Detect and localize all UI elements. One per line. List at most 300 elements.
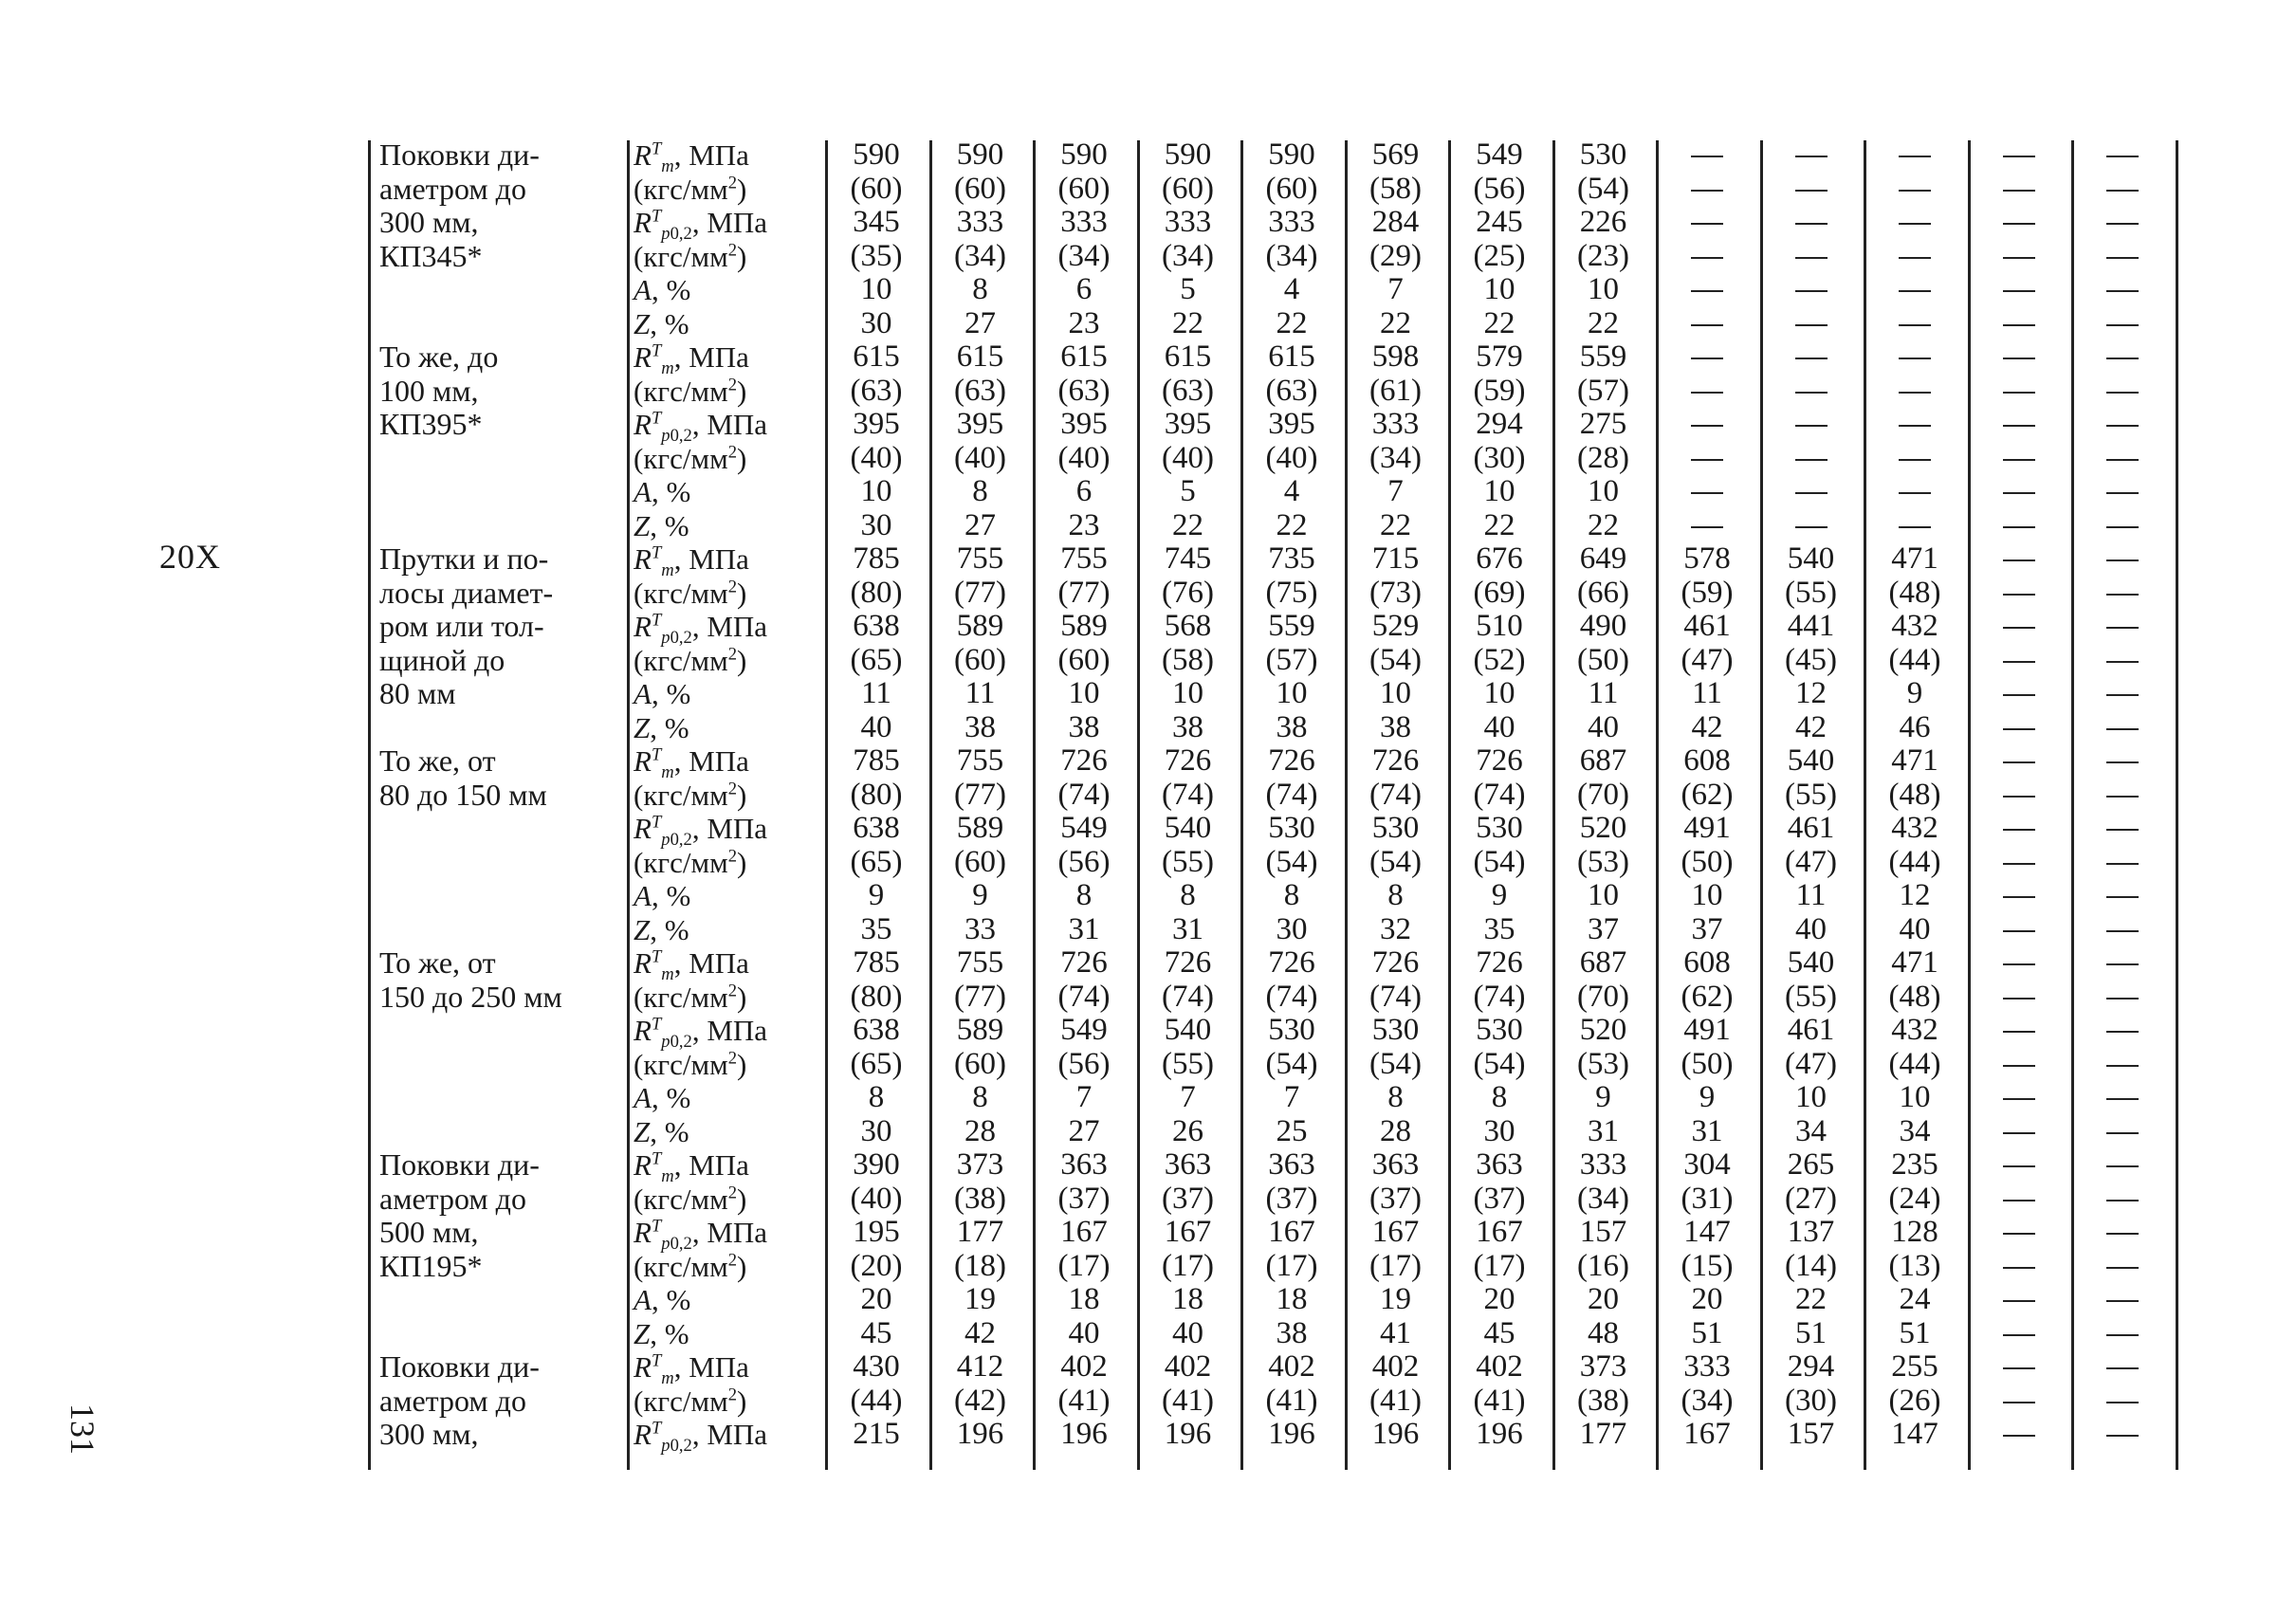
table-row xyxy=(368,307,2132,341)
table-cell: 569 xyxy=(1371,138,1420,172)
table-cell: (77) xyxy=(954,575,1006,610)
table-cell xyxy=(1660,340,1754,375)
product-description: 300 мм, xyxy=(379,205,479,239)
dash-mark xyxy=(2106,425,2139,427)
property-label: $(кгс/мм^2)$ xyxy=(634,172,747,206)
table-cell: 395 xyxy=(853,407,900,441)
dash-mark xyxy=(2003,392,2035,394)
property-label: $(кгс/мм^2)$ xyxy=(634,643,747,677)
table-cell: 38 xyxy=(1380,709,1411,744)
table-cell: 167 xyxy=(1683,1417,1731,1451)
table-cell: (70) xyxy=(1577,777,1629,812)
table-cell: 10 xyxy=(1483,272,1515,306)
table-cell xyxy=(2075,206,2170,240)
table-cell: (53) xyxy=(1577,1046,1629,1081)
table-cell: 726 xyxy=(1371,743,1420,778)
table-cell: 471 xyxy=(1891,743,1938,778)
table-cell xyxy=(1867,273,1962,307)
table-cell: (63) xyxy=(1265,373,1318,408)
property-label: $(кгс/мм^2)$ xyxy=(634,441,747,475)
dash-mark xyxy=(2003,492,2035,494)
table-cell: 9 xyxy=(1595,1080,1611,1114)
table-cell: 471 xyxy=(1891,541,1938,576)
dash-mark xyxy=(2003,998,2035,1000)
table-cell: 10 xyxy=(1795,1080,1827,1114)
table-cell: 40 xyxy=(1483,709,1515,744)
dash-mark xyxy=(1899,358,1931,359)
dash-mark xyxy=(2003,1233,2035,1235)
table-cell: 10 xyxy=(1588,878,1619,912)
table-cell xyxy=(1972,812,2066,846)
dash-mark xyxy=(1691,526,1723,528)
table-cell: 34 xyxy=(1795,1113,1827,1148)
table-cell: (35) xyxy=(850,238,903,273)
table-cell xyxy=(2075,340,2170,375)
table-cell xyxy=(1764,240,1859,274)
table-row xyxy=(368,1283,2132,1317)
table-cell: 363 xyxy=(1476,1147,1523,1182)
table-row xyxy=(368,811,2132,851)
table-cell: (34) xyxy=(1681,1383,1734,1418)
product-description: КП395* xyxy=(379,407,483,441)
table-cell: 177 xyxy=(1579,1417,1627,1451)
table-cell xyxy=(2075,375,2170,409)
table-cell xyxy=(1972,744,2066,779)
table-cell: 11 xyxy=(964,676,996,710)
table-cell: (15) xyxy=(1681,1248,1734,1283)
table-cell: 676 xyxy=(1476,541,1523,576)
product-description: 150 до 250 мм xyxy=(379,979,562,1014)
table-cell xyxy=(2075,913,2170,947)
table-cell: 8 xyxy=(972,474,988,508)
dash-mark xyxy=(2106,829,2139,831)
table-row xyxy=(368,743,2132,783)
property-label: $(кгс/мм^2)$ xyxy=(634,778,747,812)
dash-mark xyxy=(2106,1200,2139,1201)
table-cell: 530 xyxy=(1268,1013,1315,1047)
table-row xyxy=(368,1048,2132,1082)
dash-mark xyxy=(2106,1031,2139,1033)
property-label: $R^T_{p0,2}$, МПа xyxy=(634,812,768,851)
table-cell xyxy=(2075,408,2170,442)
table-cell: 20 xyxy=(1588,1282,1619,1316)
table-cell: 18 xyxy=(1172,1282,1203,1316)
property-label: Z, % xyxy=(634,1316,689,1350)
product-description: 80 мм xyxy=(379,676,456,710)
table-row xyxy=(368,1215,2132,1255)
table-cell: (37) xyxy=(1162,1181,1214,1216)
product-description: То же, до xyxy=(379,339,499,374)
table-cell: (34) xyxy=(1057,238,1111,273)
table-cell xyxy=(1972,1350,2066,1385)
property-label: A, % xyxy=(634,1081,691,1114)
table-cell xyxy=(1972,1385,2066,1419)
table-cell: 284 xyxy=(1371,205,1420,239)
table-cell: (17) xyxy=(1265,1248,1318,1283)
table-row xyxy=(368,339,2132,379)
table-cell: 615 xyxy=(1164,339,1212,374)
table-cell xyxy=(1764,307,1859,341)
dash-mark xyxy=(2106,324,2139,326)
table-cell: (58) xyxy=(1162,642,1214,677)
table-cell: 649 xyxy=(1579,541,1627,576)
property-label: $(кгс/мм^2)$ xyxy=(634,1249,747,1283)
table-cell: 333 xyxy=(1060,205,1108,239)
dash-mark xyxy=(1899,425,1931,427)
table-cell: 430 xyxy=(853,1349,900,1384)
table-cell: (34) xyxy=(1162,238,1214,273)
table-cell xyxy=(1972,1081,2066,1115)
dash-mark xyxy=(2106,1334,2139,1336)
table-cell: 461 xyxy=(1787,1013,1835,1047)
table-row xyxy=(368,442,2132,476)
table-cell: 28 xyxy=(1380,1113,1411,1148)
table-cell: (40) xyxy=(1057,440,1111,475)
table-cell: 726 xyxy=(1060,945,1108,980)
table-cell: (63) xyxy=(1057,373,1111,408)
table-cell: 22 xyxy=(1380,305,1411,340)
table-cell: 147 xyxy=(1891,1417,1938,1451)
table-cell: 40 xyxy=(1795,911,1827,946)
table-cell: (60) xyxy=(954,171,1006,206)
table-cell: 363 xyxy=(1371,1147,1420,1182)
table-cell: 10 xyxy=(860,474,892,508)
dash-mark xyxy=(1691,324,1723,326)
table-cell xyxy=(1972,981,2066,1015)
table-cell: (74) xyxy=(1057,979,1111,1014)
table-cell: 726 xyxy=(1476,743,1523,778)
table-cell: 590 xyxy=(1060,138,1108,172)
table-row xyxy=(368,981,2132,1015)
page-number: 131 xyxy=(64,1403,101,1455)
table-cell: (14) xyxy=(1785,1248,1837,1283)
table-cell: 9 xyxy=(972,878,988,912)
table-cell xyxy=(1972,1216,2066,1250)
table-cell xyxy=(1764,206,1859,240)
table-cell: (60) xyxy=(1162,171,1214,206)
table-cell: 8 xyxy=(972,272,988,306)
properties-table xyxy=(368,140,2132,1470)
table-cell: (60) xyxy=(954,642,1006,677)
table-cell: 196 xyxy=(1371,1417,1420,1451)
table-cell: 402 xyxy=(1476,1349,1523,1384)
table-cell: (77) xyxy=(954,777,1006,812)
table-row xyxy=(368,541,2132,581)
table-cell: (54) xyxy=(1473,1046,1526,1081)
table-cell: 22 xyxy=(1588,507,1619,542)
dash-mark xyxy=(2003,1200,2035,1201)
table-cell: 726 xyxy=(1371,945,1420,980)
table-cell: 18 xyxy=(1068,1282,1100,1316)
table-cell: 590 xyxy=(1164,138,1212,172)
dash-mark xyxy=(2106,998,2139,1000)
table-cell: 38 xyxy=(1172,709,1203,744)
table-cell: (59) xyxy=(1473,373,1526,408)
table-cell xyxy=(1972,1148,2066,1183)
table-cell: 11 xyxy=(1588,676,1619,710)
table-row xyxy=(368,609,2132,649)
property-label: Z, % xyxy=(634,912,689,946)
dash-mark xyxy=(2003,358,2035,359)
table-cell: 10 xyxy=(1483,474,1515,508)
table-cell xyxy=(1867,138,1962,173)
table-cell xyxy=(1660,408,1754,442)
property-label: $R^T_{p0,2}$, МПа xyxy=(634,1014,768,1053)
table-cell: 608 xyxy=(1683,743,1731,778)
table-cell: (55) xyxy=(1785,575,1837,610)
product-description: 80 до 150 мм xyxy=(379,777,547,812)
table-cell: 412 xyxy=(956,1349,1004,1384)
table-cell xyxy=(1660,206,1754,240)
table-cell xyxy=(1867,442,1962,476)
table-cell: (41) xyxy=(1473,1383,1526,1418)
property-label: A, % xyxy=(634,677,691,710)
table-cell: 31 xyxy=(1588,1113,1619,1148)
table-cell xyxy=(1764,340,1859,375)
table-cell: 215 xyxy=(853,1417,900,1451)
table-cell: 23 xyxy=(1068,507,1100,542)
table-cell: 726 xyxy=(1476,945,1523,980)
dash-mark xyxy=(2003,728,2035,730)
dash-mark xyxy=(2003,1098,2035,1100)
table-cell: 255 xyxy=(1891,1349,1938,1384)
table-cell xyxy=(2075,644,2170,678)
dash-mark xyxy=(2106,761,2139,763)
table-cell: 35 xyxy=(1483,911,1515,946)
dash-mark xyxy=(2106,1267,2139,1269)
table-cell: (31) xyxy=(1681,1181,1734,1216)
table-cell: 26 xyxy=(1172,1113,1203,1148)
table-cell xyxy=(1972,644,2066,678)
table-cell xyxy=(2075,173,2170,207)
table-cell: 22 xyxy=(1483,305,1515,340)
table-cell: (23) xyxy=(1577,238,1629,273)
table-cell: 10 xyxy=(1691,878,1723,912)
dash-mark xyxy=(1899,526,1931,528)
table-cell xyxy=(2075,1216,2170,1250)
table-cell: 128 xyxy=(1891,1215,1938,1249)
table-cell: (55) xyxy=(1785,777,1837,812)
table-cell: 40 xyxy=(860,709,892,744)
dash-mark xyxy=(2106,257,2139,259)
table-cell: (63) xyxy=(850,373,903,408)
table-cell: 20 xyxy=(1483,1282,1515,1316)
dash-mark xyxy=(2106,930,2139,932)
table-cell: 530 xyxy=(1371,1013,1420,1047)
table-cell: 51 xyxy=(1899,1315,1931,1350)
table-cell: 8 xyxy=(1387,878,1404,912)
table-cell: 196 xyxy=(1060,1417,1108,1451)
table-cell: (17) xyxy=(1369,1248,1422,1283)
dash-mark xyxy=(1899,459,1931,461)
table-cell: 755 xyxy=(956,945,1004,980)
table-cell: (74) xyxy=(1473,979,1526,1014)
table-cell: 590 xyxy=(853,138,900,172)
table-cell: (55) xyxy=(1162,844,1214,879)
table-cell: (38) xyxy=(954,1181,1006,1216)
table-cell: 265 xyxy=(1787,1147,1835,1182)
table-cell xyxy=(2075,1418,2170,1452)
table-cell: 30 xyxy=(1276,911,1308,946)
table-cell: 10 xyxy=(1068,676,1100,710)
table-cell: 8 xyxy=(1283,878,1300,912)
table-cell: 196 xyxy=(1164,1417,1212,1451)
dash-mark xyxy=(1899,290,1931,292)
table-cell xyxy=(2075,1048,2170,1082)
dash-mark xyxy=(1899,324,1931,326)
table-row xyxy=(368,1081,2132,1115)
dash-mark xyxy=(2106,1367,2139,1369)
table-cell: (40) xyxy=(850,440,903,475)
table-cell: 11 xyxy=(861,676,891,710)
table-cell xyxy=(1660,509,1754,543)
dash-mark xyxy=(1691,459,1723,461)
table-cell: (75) xyxy=(1265,575,1318,610)
table-cell: 22 xyxy=(1795,1282,1827,1316)
product-description: КП345* xyxy=(379,238,483,273)
table-cell: 42 xyxy=(1691,709,1723,744)
table-cell: 520 xyxy=(1579,811,1627,845)
table-cell: 167 xyxy=(1476,1215,1523,1249)
table-cell: (34) xyxy=(1369,440,1422,475)
dash-mark xyxy=(2003,761,2035,763)
dash-mark xyxy=(1691,223,1723,225)
table-row xyxy=(368,846,2132,880)
table-cell: (41) xyxy=(1057,1383,1111,1418)
table-cell: (80) xyxy=(850,575,903,610)
table-cell: 333 xyxy=(1371,407,1420,441)
dash-mark xyxy=(2106,492,2139,494)
table-cell: 42 xyxy=(964,1315,996,1350)
table-cell xyxy=(1972,677,2066,711)
dash-mark xyxy=(1691,156,1723,157)
table-cell: 19 xyxy=(964,1282,996,1316)
table-cell: 363 xyxy=(1060,1147,1108,1182)
table-cell: 22 xyxy=(1380,507,1411,542)
dash-mark xyxy=(2003,1132,2035,1134)
table-row xyxy=(368,375,2132,409)
table-cell: 568 xyxy=(1164,609,1212,643)
table-cell: 530 xyxy=(1371,811,1420,845)
dash-mark xyxy=(2003,694,2035,696)
table-cell: 167 xyxy=(1268,1215,1315,1249)
table-cell: (54) xyxy=(1265,1046,1318,1081)
table-cell xyxy=(1972,1418,2066,1452)
property-label: $R^T_m$, МПа xyxy=(634,542,749,581)
table-cell xyxy=(2075,744,2170,779)
table-cell: 10 xyxy=(1172,676,1203,710)
dash-mark xyxy=(1795,190,1828,192)
table-cell: (13) xyxy=(1888,1248,1941,1283)
table-cell: 40 xyxy=(1068,1315,1100,1350)
table-cell xyxy=(1972,475,2066,509)
table-cell: 615 xyxy=(1268,339,1315,374)
table-cell: 35 xyxy=(860,911,892,946)
dash-mark xyxy=(2003,1300,2035,1302)
table-cell: 9 xyxy=(1699,1080,1716,1114)
table-cell: (80) xyxy=(850,979,903,1014)
table-cell xyxy=(1972,846,2066,880)
table-cell: (38) xyxy=(1577,1383,1629,1418)
property-label: $R^T_{p0,2}$, МПа xyxy=(634,206,768,245)
property-label: $(кгс/мм^2)$ xyxy=(634,374,747,408)
table-cell: (74) xyxy=(1369,777,1422,812)
table-row xyxy=(368,1013,2132,1053)
dash-mark xyxy=(2106,694,2139,696)
table-cell xyxy=(2075,1350,2170,1385)
table-cell: 590 xyxy=(1268,138,1315,172)
table-cell xyxy=(1764,475,1859,509)
table-cell: 38 xyxy=(964,709,996,744)
dash-mark xyxy=(2106,358,2139,359)
table-cell: 30 xyxy=(860,507,892,542)
table-cell xyxy=(1972,879,2066,913)
property-label: $R^T_m$, МПа xyxy=(634,744,749,783)
table-cell: 4 xyxy=(1283,474,1300,508)
table-cell: (57) xyxy=(1265,642,1318,677)
table-cell: 10 xyxy=(1899,1080,1931,1114)
table-cell: 529 xyxy=(1371,609,1420,643)
table-cell: 10 xyxy=(1588,474,1619,508)
table-row xyxy=(368,240,2132,274)
table-cell xyxy=(1972,340,2066,375)
dash-mark xyxy=(1899,257,1931,259)
table-cell: (34) xyxy=(1265,238,1318,273)
table-cell: 333 xyxy=(1683,1349,1731,1384)
table-cell: (53) xyxy=(1577,844,1629,879)
table-cell: 589 xyxy=(956,609,1004,643)
property-label: $R^T_m$, МПа xyxy=(634,138,749,177)
table-cell: 23 xyxy=(1068,305,1100,340)
table-cell: 48 xyxy=(1588,1315,1619,1350)
table-cell: 549 xyxy=(1060,811,1108,845)
dash-mark xyxy=(2106,223,2139,225)
dash-mark xyxy=(2003,156,2035,157)
table-cell xyxy=(1972,1014,2066,1048)
table-cell xyxy=(1867,240,1962,274)
table-cell: (30) xyxy=(1473,440,1526,475)
table-cell: 441 xyxy=(1787,609,1835,643)
table-cell xyxy=(2075,509,2170,543)
table-cell: 40 xyxy=(1899,911,1931,946)
property-label: Z, % xyxy=(634,710,689,744)
table-cell: 31 xyxy=(1172,911,1203,946)
table-cell xyxy=(1764,509,1859,543)
property-label: $R^T_m$, МПа xyxy=(634,1350,749,1389)
table-cell: (44) xyxy=(1888,642,1941,677)
table-cell xyxy=(1867,375,1962,409)
table-cell: (29) xyxy=(1369,238,1422,273)
table-cell: 7 xyxy=(1283,1080,1300,1114)
table-cell: (54) xyxy=(1265,844,1318,879)
dash-mark xyxy=(2003,190,2035,192)
table-cell: (25) xyxy=(1473,238,1526,273)
table-cell: (60) xyxy=(954,844,1006,879)
table-cell: 30 xyxy=(860,305,892,340)
dash-mark xyxy=(1795,526,1828,528)
table-cell: 10 xyxy=(1276,676,1308,710)
table-cell: 6 xyxy=(1075,474,1093,508)
table-cell: 8 xyxy=(868,1080,885,1114)
table-cell: (65) xyxy=(850,642,903,677)
table-cell xyxy=(2075,273,2170,307)
table-cell xyxy=(1972,375,2066,409)
table-cell: (48) xyxy=(1888,575,1941,610)
table-column-rule xyxy=(2176,140,2178,1470)
table-cell: (45) xyxy=(1785,642,1837,677)
table-cell xyxy=(1764,173,1859,207)
table-cell: (74) xyxy=(1162,979,1214,1014)
